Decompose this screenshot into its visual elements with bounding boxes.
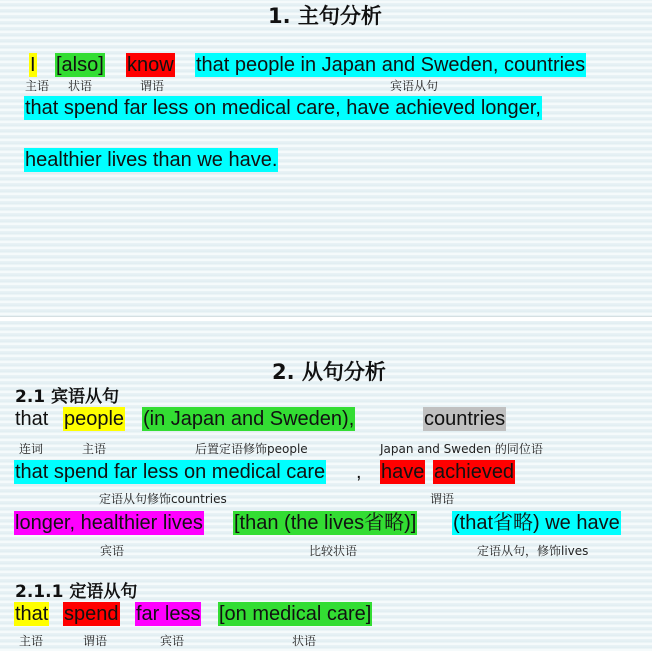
slide-main-clause [0,0,652,316]
label-object-clause: 宾语从句 [390,79,439,93]
label-object: 宾语 [100,544,125,558]
attr-clause-countries: that spend far less on medical care [15,461,326,483]
comma: , [356,461,362,483]
word-predicate-know: know [127,54,174,76]
object-clause-line3: healthier lives than we have. [25,149,278,171]
word-that-subject: that [15,603,49,625]
section-object-clause: 2.1 宾语从句 [15,387,120,407]
slide2-title: 2. 从句分析 [272,360,386,384]
label-conj: 连词 [19,442,44,456]
label-subject: 主语 [25,79,50,93]
attr-clause-we-have: (that省略) we have [453,512,620,534]
object-lives: longer, healthier lives [15,512,203,534]
word-countries: countries [424,408,506,430]
label-adverbial-2: 状语 [292,634,317,648]
label-appositive: Japan and Sweden 的同位语 [380,442,543,456]
label-adverbial: 状语 [68,79,93,93]
slide-clause-analysis [0,320,652,651]
label-postmodifier: 后置定语修饰people [195,442,308,456]
phrase-in-japan-sweden: (in Japan and Sweden), [143,408,355,430]
slide1-title: 1. 主句分析 [268,4,382,28]
section-attr-clause: 2.1.1 定语从句 [15,582,138,602]
comparison-adverbial: [than (the lives省略)] [234,512,417,534]
word-people: people [64,408,125,430]
word-subject-i: I [30,54,36,76]
label-predicate: 谓语 [140,79,165,93]
label-attr-clause: 定语从句修饰countries [99,492,227,506]
label-attr-lives: 定语从句，修饰lives [477,544,589,558]
phrase-far-less: far less [136,603,201,625]
word-that-conj: that [15,408,49,430]
phrase-on-medical-care: [on medical care] [219,603,372,625]
label-predicate-2: 谓语 [83,634,108,648]
label-subject-2: 主语 [19,634,44,648]
word-adverbial-also: [also] [56,54,104,76]
word-achieved: achieved [434,461,515,483]
label-subject: 主语 [82,442,107,456]
word-spend: spend [64,603,119,625]
label-comparison: 比较状语 [309,544,358,558]
object-clause-line2: that spend far less on medical care, have achieved longer, [25,97,541,119]
object-clause-start: that people in Japan and Sweden, countries [196,54,586,76]
label-predicate: 谓语 [430,492,455,506]
word-have: have [381,461,425,483]
label-object-2: 宾语 [160,634,185,648]
